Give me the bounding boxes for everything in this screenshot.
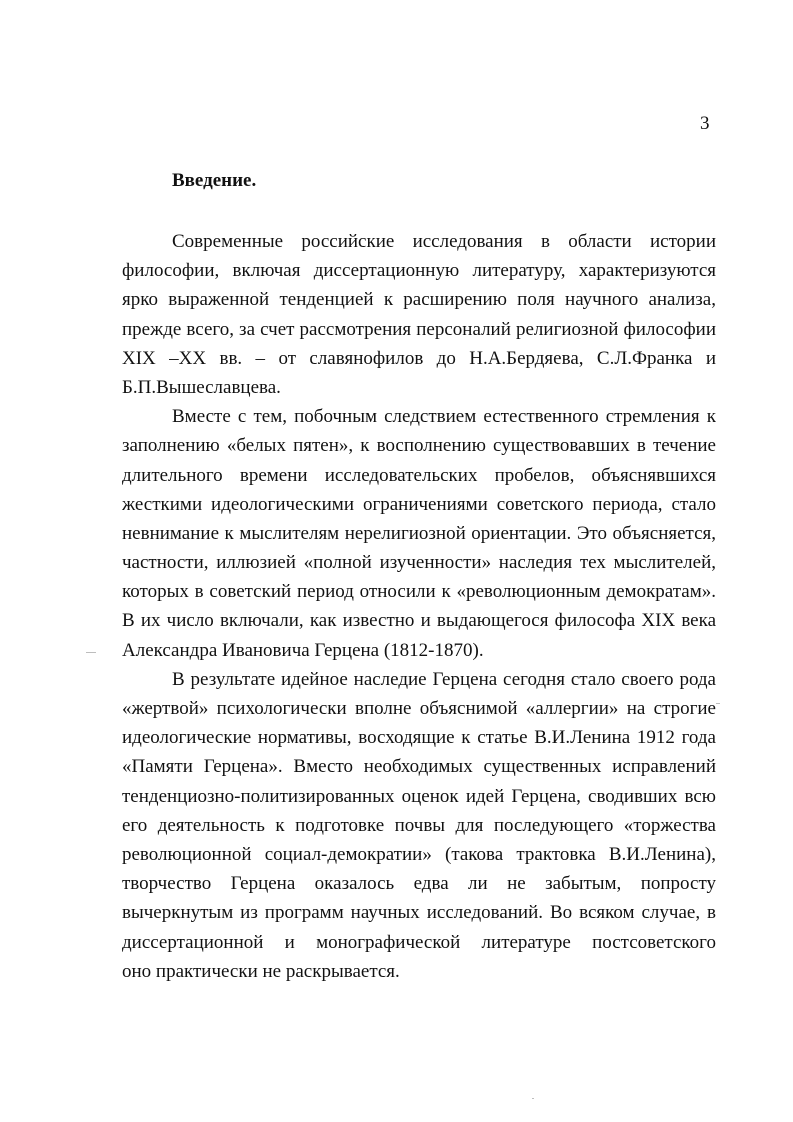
text-line: Современные российские исследования в области истории [172, 231, 716, 252]
text-line: В результате идейное наследие Герцена сегодня стало своего рода [172, 668, 716, 690]
text-line: прежде всего, за счет рассмотрения персоналий религиозной философии [122, 318, 716, 340]
section-heading: Введение. [172, 170, 257, 191]
text-line: длительного времени исследовательских пробелов, объяснявшихся [122, 464, 716, 486]
paragraph-2 [122, 402, 716, 665]
text-line: невнимание к мыслителям нерелигиозной ориентации. Это объясняется, [122, 522, 716, 544]
body-text [122, 227, 716, 986]
text-line: тенденциозно-политизированных оценок идей Герцена, сводивших всю [122, 785, 716, 807]
scan-speck [86, 652, 96, 653]
text-line: диссертационной и монографической литературе постсоветского [122, 931, 716, 953]
text-line: оно практически не раскрывается. [122, 960, 400, 982]
text-line: Б.П.Вышеславцева. [122, 376, 281, 398]
text-line: заполнению «белых пятен», к восполнению существовавших в течение [122, 435, 716, 457]
text-line: Вместе с тем, побочным следствием естественного стремления к [172, 406, 716, 428]
text-line: философии, включая диссертационную литературу, характеризуются [122, 260, 716, 282]
text-line: Александра Ивановича Герцена (1812-1870). [122, 639, 484, 661]
text-line: революционной социал-демократии» (такова трактовка В.И.Ленина), [122, 843, 716, 865]
text-line: В их число включали, как известно и выдающегося философа XIX века [122, 610, 716, 632]
text-line: творчество Герцена оказалось едва ли не забытым, попросту [122, 873, 716, 895]
text-line: «Памяти Герцена». Вместо необходимых существенных исправлений [122, 756, 716, 778]
text-line: «жертвой» психологически вполне объяснимой «аллергии» на строгие [122, 698, 716, 719]
text-line: ярко выраженной тенденцией к расширению поля научного анализа, [122, 289, 716, 311]
scan-speck [532, 1098, 534, 1099]
text-line: XIX –XX вв. – от славянофилов до Н.А.Бердяева, С.Л.Франка и [122, 347, 716, 369]
text-line: идеологические нормативы, восходящие к статье В.И.Ленина 1912 года [122, 727, 716, 749]
text-line: его деятельность к подготовке почвы для последующего «торжества [122, 814, 716, 836]
paragraph-1 [122, 227, 716, 402]
text-line: которых в советский период относили к «революционным демократам». [122, 581, 716, 603]
page-number: 3 [700, 113, 710, 134]
text-line: частности, иллюзией «полной изученности» наследия тех мыслителей, [122, 552, 716, 574]
text-line: вычеркнутым из программ научных исследований. Во всяком случае, в [122, 902, 716, 924]
scan-speck [716, 703, 720, 704]
text-line: жесткими идеологическими ограничениями советского периода, стало [122, 493, 716, 515]
paragraph-3 [122, 665, 716, 986]
